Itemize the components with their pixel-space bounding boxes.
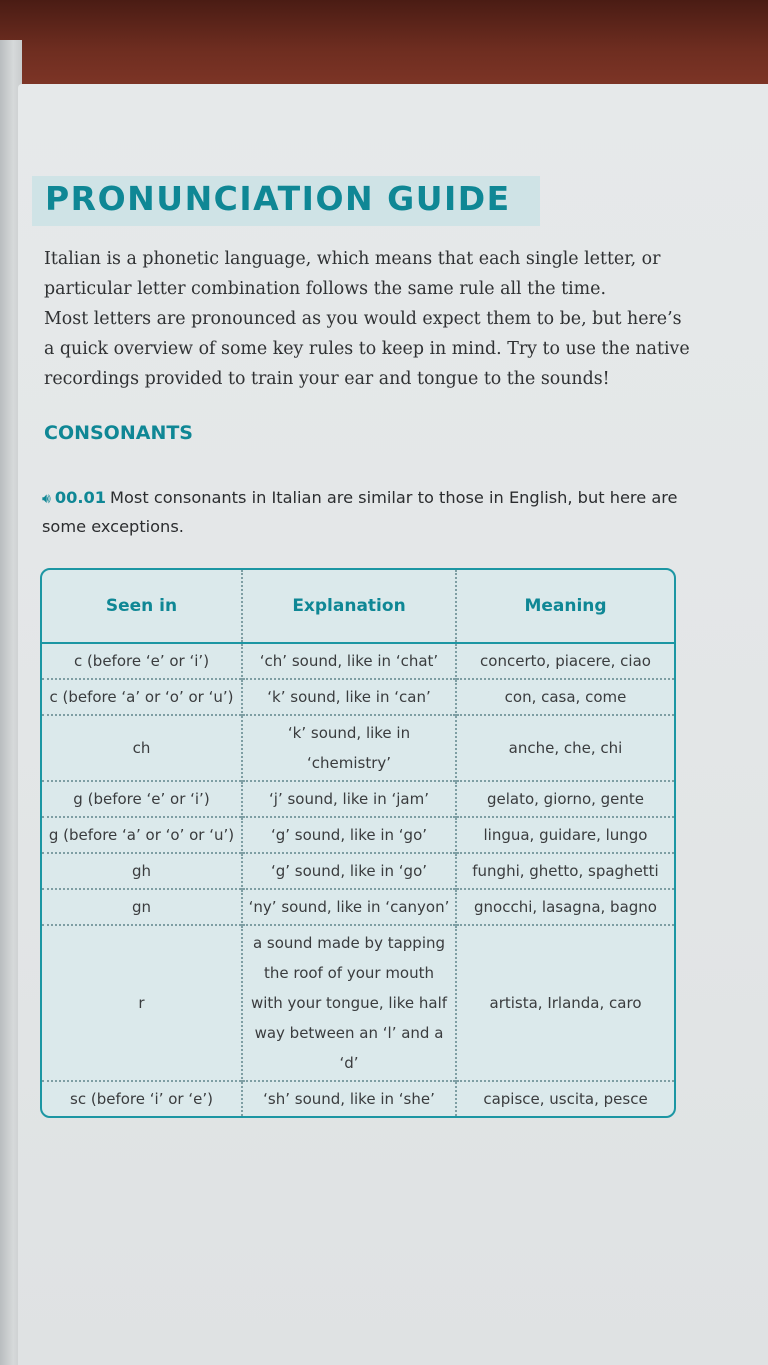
intro-paragraph-1: Italian is a phonetic language, which means that each single letter, or particular letter combination follows the same rule all the time. [44, 249, 661, 299]
header-seen-in: Seen in [42, 570, 242, 643]
cell-meaning: gelato, giorno, gente [456, 781, 674, 817]
audio-note [42, 484, 692, 541]
table-row [42, 853, 674, 889]
speaker-icon[interactable]: 🔊︎ [42, 491, 51, 507]
table-row [42, 817, 674, 853]
audio-track-code[interactable]: 00.01 [54, 488, 107, 507]
cell-seen-in: r [42, 925, 242, 1081]
page-title: PRONUNCIATION GUIDE [45, 179, 511, 218]
header-meaning: Meaning [456, 570, 674, 643]
cell-meaning: gnocchi, lasagna, bagno [456, 889, 674, 925]
audio-note-text: Most consonants in Italian are similar to those in English, but here are some exceptions. [42, 488, 678, 536]
table-row [42, 925, 674, 1081]
cell-seen-in: c (before ‘e’ or ‘i’) [73, 652, 210, 670]
cell-explanation: a sound made by tapping the roof of your mouth with your tongue, like half way between an ‘l’ and a ‘d’ [242, 925, 456, 1081]
book-page [18, 84, 768, 1365]
table-row [42, 889, 674, 925]
cell-seen-in: g (before ‘a’ or ‘o’ or ‘u’) [42, 817, 242, 853]
cell-seen-in: g (before ‘e’ or ‘i’) [42, 781, 242, 817]
cell-explanation: ‘g’ sound, like in ‘go’ [242, 853, 456, 889]
cell-seen-in: gh [42, 853, 242, 889]
cell-explanation: ‘sh’ sound, like in ‘she’ [242, 1081, 456, 1116]
section-heading: CONSONANTS [44, 422, 193, 444]
cell-seen-in: c (before ‘a’ or ‘o’ or ‘u’) [42, 679, 242, 715]
cell-explanation: ‘g’ sound, like in ‘go’ [242, 817, 456, 853]
cell-meaning: anche, che, chi [456, 715, 674, 781]
cell-explanation: ‘ch’ sound, like in ‘chat’ [242, 643, 456, 679]
cell-explanation: ‘k’ sound, like in ‘chemistry’ [242, 715, 456, 781]
cell-meaning: capisce, uscita, pesce [456, 1081, 674, 1116]
cell-meaning: artista, Irlanda, caro [456, 925, 674, 1081]
cell-seen-in: sc (before ‘i’ or ‘e’) [42, 1081, 242, 1116]
cell-explanation: ‘k’ sound, like in ‘can’ [242, 679, 456, 715]
cell-meaning: lingua, guidare, lungo [456, 817, 674, 853]
table-row [42, 1081, 674, 1116]
table-header-row [42, 570, 674, 643]
table-row [42, 715, 674, 781]
table-row [42, 679, 674, 715]
intro-text [44, 244, 694, 394]
cell-meaning: con, casa, come [456, 679, 674, 715]
intro-paragraph-2: Most letters are pronounced as you would expect them to be, but here’s a quick overview of some key rules to keep in mind. Try to use the native recordings provided to train your ear and tongue to the sounds! [44, 309, 690, 389]
table-row [42, 643, 674, 679]
cell-seen-in: ch [42, 715, 242, 781]
cell-seen-in: gn [42, 889, 242, 925]
cell-explanation: ‘ny’ sound, like in ‘canyon’ [242, 889, 456, 925]
cell-meaning: concerto, piacere, ciao [456, 643, 674, 679]
cell-meaning: funghi, ghetto, spaghetti [456, 853, 674, 889]
consonants-table [40, 568, 676, 1118]
table-row [42, 781, 674, 817]
cell-explanation: ‘j’ sound, like in ‘jam’ [242, 781, 456, 817]
header-explanation: Explanation [242, 570, 456, 643]
